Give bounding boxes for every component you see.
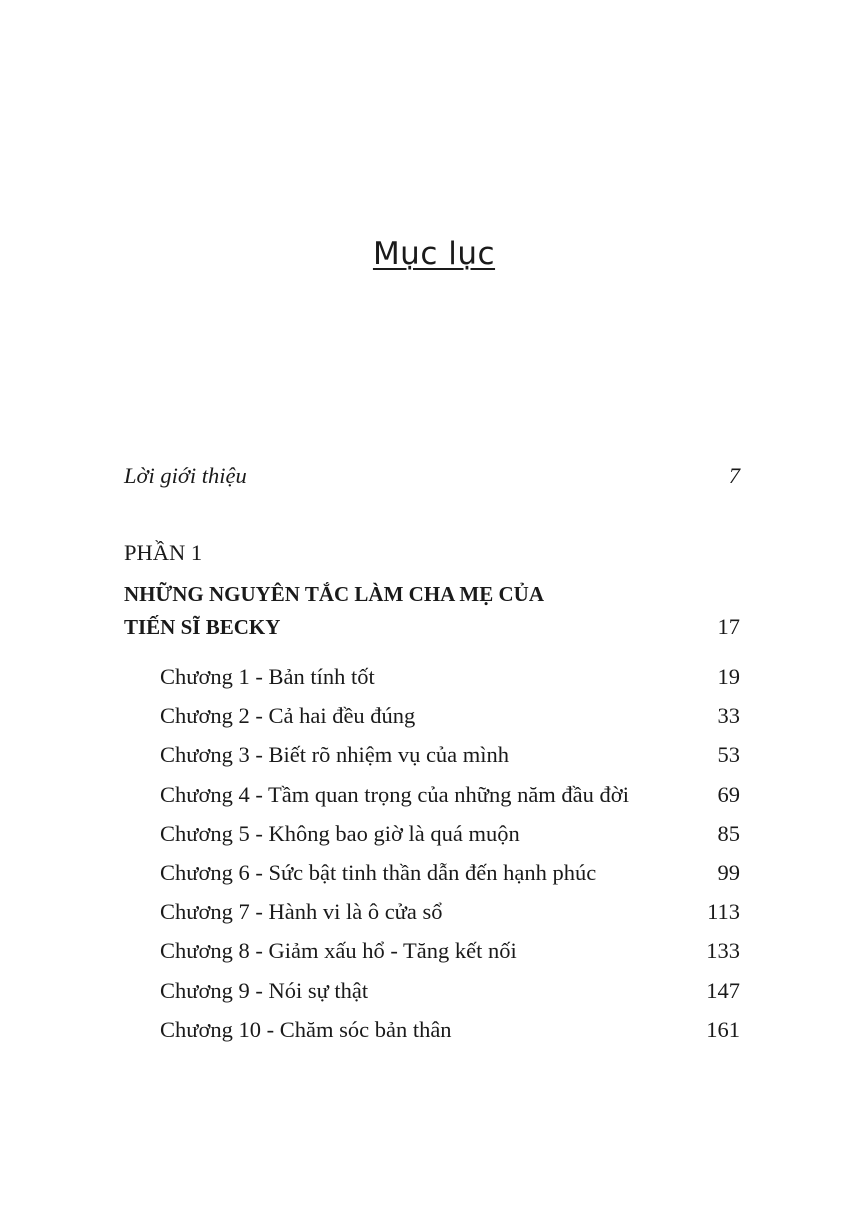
part-label: PHẦN 1 (124, 540, 203, 565)
page-title-text: Mục lục (372, 236, 496, 272)
toc-entry-chapter-10[interactable] (160, 1015, 740, 1045)
toc-entry-label: Chương 9 - Nói sự thật (160, 978, 369, 1003)
toc-entry-chapter-6[interactable] (160, 858, 740, 888)
toc-entry-page: 17 (717, 614, 740, 639)
toc-entry-page: 147 (706, 978, 740, 1003)
toc-entry-label: Chương 3 - Biết rõ nhiệm vụ của mình (160, 742, 510, 767)
toc-entry-chapter-4[interactable] (160, 780, 740, 810)
part-title-line1: NHỮNG NGUYÊN TẮC LÀM CHA MẸ CỦA (124, 582, 544, 606)
toc-entry-label: Lời giới thiệu (124, 463, 247, 488)
toc-entry-page: 113 (707, 899, 740, 924)
toc-entry-label: Chương 6 - Sức bật tinh thần dẫn đến hạnh phúc (160, 860, 597, 885)
toc-entry-label: Chương 5 - Không bao giờ là quá muộn (160, 821, 520, 846)
toc-entry-page: 69 (717, 782, 740, 807)
toc-entry-page: 33 (717, 703, 740, 728)
toc-entry-chapter-5[interactable] (160, 819, 740, 849)
toc-entry-chapter-3[interactable] (160, 740, 740, 770)
toc-entry-chapter-7[interactable] (160, 897, 740, 927)
toc-entry-page: 53 (717, 742, 740, 767)
toc-entry-label: Chương 1 - Bản tính tốt (160, 664, 375, 689)
toc-entry-page: 85 (717, 821, 740, 846)
toc-entry-chapter-1[interactable] (160, 662, 740, 692)
toc-entry-page: 99 (717, 860, 740, 885)
toc-entry-chapter-9[interactable] (160, 976, 740, 1006)
toc-entry-label: Chương 4 - Tầm quan trọng của những năm đầu đời (160, 782, 629, 807)
toc-entry-label: Chương 10 - Chăm sóc bản thân (160, 1017, 452, 1042)
toc-entry-intro[interactable] (124, 461, 740, 491)
toc-entry-page: 7 (728, 463, 740, 488)
toc-entry-page: 133 (706, 938, 740, 963)
toc-entry-label: Chương 7 - Hành vi là ô cửa sổ (160, 899, 443, 924)
page-title (0, 232, 868, 276)
toc-entry-chapter-8[interactable] (160, 936, 740, 966)
toc-entry-label: Chương 8 - Giảm xấu hổ - Tăng kết nối (160, 938, 517, 963)
part-title-line2: TIẾN SĨ BECKY (124, 615, 281, 639)
toc-entry-part-1[interactable] (124, 612, 740, 642)
toc-entry-page: 19 (717, 664, 740, 689)
toc-entry-page: 161 (706, 1017, 740, 1042)
toc-entry-chapter-2[interactable] (160, 701, 740, 731)
toc-entry-label: Chương 2 - Cả hai đều đúng (160, 703, 416, 728)
